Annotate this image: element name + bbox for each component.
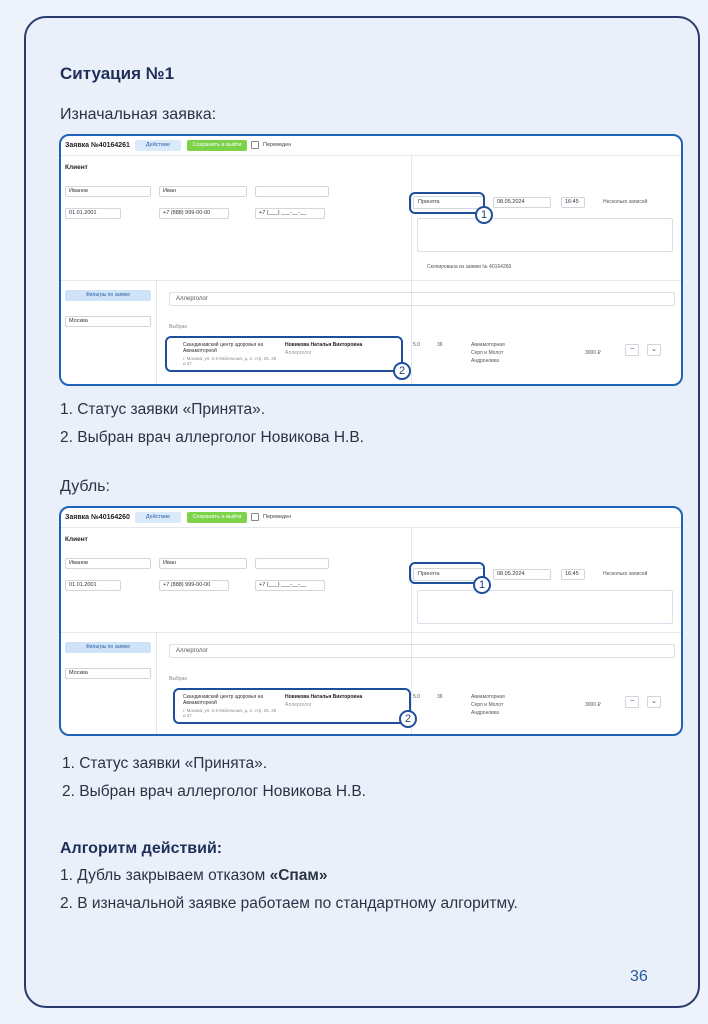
more-button[interactable]: ⌄	[647, 344, 661, 356]
observation-doctor: 2. Выбран врач аллерголог Новикова Н.В.	[62, 783, 366, 800]
name-field[interactable]: Иван	[159, 186, 247, 197]
more-button[interactable]: ⌄	[647, 696, 661, 708]
visit-time-field[interactable]: 16:45	[561, 569, 585, 580]
doctor-specialty: Аллерголог	[285, 350, 312, 356]
translated-checkbox[interactable]	[251, 141, 259, 149]
client-section-title: Клиент	[65, 164, 88, 171]
remove-button[interactable]: −	[625, 344, 639, 356]
specialty-filter[interactable]: Аллерголог	[169, 644, 675, 658]
clinic-address: г. Москва, ул. 2-я Кабельная, д. 2, стр. 25, 26 и 37	[183, 356, 277, 366]
observation-doctor: 2. Выбран врач аллерголог Новикова Н.В.	[60, 429, 364, 446]
save-exit-button[interactable]: Сохранить и выйти	[187, 512, 247, 523]
column-divider	[411, 528, 412, 734]
algorithm-steps	[60, 862, 518, 918]
clinic-name: Скандинавский центр здоровья на Авиамоторной	[183, 694, 264, 706]
marker-2: 2	[393, 362, 411, 380]
request-title: Заявка №40164260	[65, 514, 130, 521]
metro-2: Серп и Молот	[471, 350, 504, 356]
original-request-label: Изначальная заявка:	[60, 106, 217, 123]
duplicate-request-screenshot	[59, 506, 683, 736]
birthdate-field[interactable]: 01.01.2001	[65, 208, 121, 219]
doctor-name[interactable]: Новикова Наталья Викторовна	[285, 694, 363, 700]
city-field[interactable]: Москва	[65, 316, 151, 327]
patronymic-field[interactable]	[255, 558, 329, 569]
remove-button[interactable]: −	[625, 696, 639, 708]
translated-label: Переведен	[263, 142, 292, 148]
comment-textarea[interactable]	[417, 590, 673, 624]
phone2-field[interactable]: +7 (___) ___-__-__	[255, 580, 325, 591]
request-title: Заявка №40164261	[65, 142, 130, 149]
city-field[interactable]: Москва	[65, 668, 151, 679]
doctor-name[interactable]: Новикова Наталья Викторовна	[285, 342, 363, 348]
marker-2: 2	[399, 710, 417, 728]
birthdate-field[interactable]: 01.01.2001	[65, 580, 121, 591]
visit-date-field[interactable]: 08.05.2024	[493, 569, 551, 580]
algorithm-title: Алгоритм действий:	[60, 840, 223, 857]
clinic-name: Скандинавский центр здоровья на Авиамоторной	[183, 342, 264, 354]
doctor-experience: 36	[437, 694, 443, 700]
marker-1: 1	[475, 206, 493, 224]
algorithm-step-1-text: 1. Дубль закрываем отказом	[60, 867, 270, 884]
clinic-address: г. Москва, ул. 2-я Кабельная, д. 2, стр. 25, 26 и 37	[183, 708, 277, 718]
doctor-highlight	[165, 336, 403, 372]
metro-3: Андроновка	[471, 358, 499, 364]
phone-field[interactable]: +7 (888) 999-00-00	[159, 580, 229, 591]
algorithm-step-1	[60, 862, 518, 890]
phone2-field[interactable]: +7 (___) ___-__-__	[255, 208, 325, 219]
doctor-highlight	[173, 688, 411, 724]
patronymic-field[interactable]	[255, 186, 329, 197]
visit-time-field[interactable]: 16:45	[561, 197, 585, 208]
page-number: 36	[630, 968, 648, 985]
algorithm-step-2: 2. В изначальной заявке работаем по стандартному алгоритму.	[60, 895, 518, 912]
metro-1: Авиамоторная	[471, 342, 505, 348]
doctor-specialty: Аллерголог	[285, 702, 312, 708]
surname-field[interactable]: Иванов	[65, 558, 151, 569]
status-highlight	[409, 192, 485, 214]
selected-label: Выбран	[169, 324, 188, 330]
visit-date-field[interactable]: 08.05.2024	[493, 197, 551, 208]
observation-status: 1. Статус заявки «Принята».	[62, 755, 268, 772]
original-observations	[60, 396, 364, 452]
translated-checkbox[interactable]	[251, 513, 259, 521]
doctor-rating: 5.0	[413, 342, 420, 348]
client-section-title: Клиент	[65, 536, 88, 543]
name-field[interactable]: Иван	[159, 558, 247, 569]
copied-note: Скопирована из заявки № 40164260	[427, 264, 512, 270]
actions-button[interactable]: Действие	[135, 512, 181, 523]
multiple-records-label: Несколько записей	[603, 571, 648, 577]
actions-button[interactable]: Действие	[135, 140, 181, 151]
comment-textarea[interactable]	[417, 218, 673, 252]
phone-field[interactable]: +7 (888) 999-00-00	[159, 208, 229, 219]
observation-status: 1. Статус заявки «Принята».	[60, 401, 266, 418]
duplicate-observations	[62, 750, 366, 806]
status-select[interactable]: Принята	[413, 196, 485, 209]
page-heading: Ситуация №1	[60, 64, 175, 83]
spam-reason: «Спам»	[269, 867, 328, 884]
multiple-records-label: Несколько записей	[603, 199, 648, 205]
metro-2: Серп и Молот	[471, 702, 504, 708]
selected-label: Выбран	[169, 676, 188, 682]
marker-1: 1	[473, 576, 491, 594]
save-exit-button[interactable]: Сохранить и выйти	[187, 140, 247, 151]
column-divider	[411, 156, 412, 384]
filters-button[interactable]: Фильтры по заявке	[65, 642, 151, 653]
doctor-experience: 36	[437, 342, 443, 348]
price: 3000 ₽	[585, 702, 601, 708]
translated-label: Переведен	[263, 514, 292, 520]
status-select[interactable]: Принята	[413, 568, 485, 581]
doctor-rating: 5.0	[413, 694, 420, 700]
surname-field[interactable]: Иванов	[65, 186, 151, 197]
duplicate-label: Дубль:	[60, 478, 110, 495]
metro-1: Авиамоторная	[471, 694, 505, 700]
price: 3000 ₽	[585, 350, 601, 356]
original-request-screenshot	[59, 134, 683, 386]
metro-3: Андроновка	[471, 710, 499, 716]
filters-button[interactable]: Фильтры по заявке	[65, 290, 151, 301]
specialty-filter[interactable]: Аллерголог	[169, 292, 675, 306]
